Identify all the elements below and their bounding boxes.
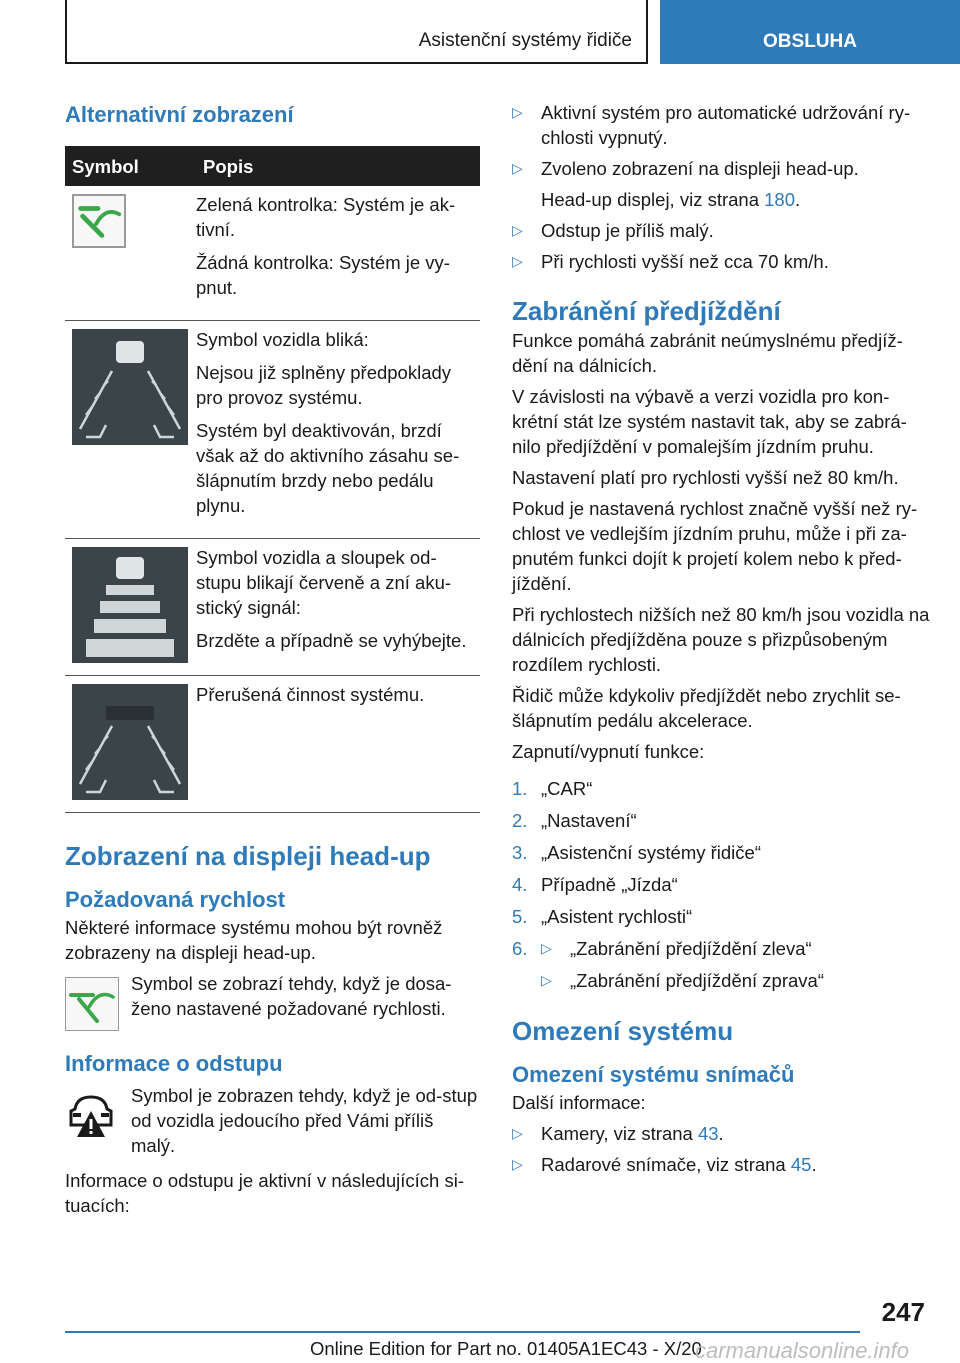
paragraph: Řidič může kdykoliv předjíždět nebo zrychlit se-šlápnutím pedálu akcelerace.: [512, 685, 901, 731]
page-link[interactable]: 43: [697, 1123, 719, 1144]
speed-icon-text: Symbol se zobrazí tehdy, když je dosa-ženo nastavené požadované rychlosti.: [131, 973, 452, 1019]
desc-line: Zelená kontrolka: Systém je ak-tivní.: [196, 194, 456, 240]
paragraph: Zapnutí/vypnutí funkce:: [512, 741, 705, 762]
desc-line: Přerušená činnost systému.: [196, 684, 425, 705]
desc-line: Symbol vozidla bliká:: [196, 329, 369, 350]
list-item: ▷ Při rychlosti vyšší než cca 70 km/h.: [512, 251, 829, 272]
desc-line: Žádná kontrolka: Systém je vy-pnut.: [196, 252, 450, 298]
list-item: ▷ Odstup je příliš malý.: [512, 220, 714, 241]
table-row: [65, 539, 480, 676]
footer-edition: Online Edition for Part no. 01405A1EC43 - X/20: [310, 1338, 702, 1359]
header-box: [65, 0, 648, 64]
desc-cell: [196, 321, 480, 539]
vehicle-lanes-thumbnail: [72, 329, 188, 445]
table-row: [65, 186, 480, 321]
footer-rule: [65, 1331, 860, 1333]
distance-icon-row: [65, 1083, 480, 1158]
symbol-cell: [65, 676, 196, 813]
speed-text: Některé informace systému mohou být rovněž zobrazeny na displeji head-up.: [65, 917, 443, 963]
col-desc-header: Popis: [196, 146, 480, 186]
list-item: ▷ Zvoleno zobrazení na displeji head-up.: [512, 158, 859, 179]
page-link[interactable]: 45: [790, 1154, 812, 1175]
list-item: ▷ „Zabránění předjíždění zprava“: [541, 970, 824, 991]
more-info-text: Další informace:: [512, 1092, 646, 1113]
symbol-cell: [65, 539, 196, 676]
paragraph: Pokud je nastavená rychlost značně vyšší než ry-chlost ve vedlejším jízdním pruhu, může i při za-pnutém funkci dojít k projetí kolem nebo k před-jíždění.: [512, 498, 918, 594]
distance-warning-icon: [65, 1089, 117, 1141]
paragraph: Nastavení platí pro rychlosti vyšší než 80 km/h.: [512, 467, 899, 488]
section-title: Asistenční systémy řidiče: [418, 30, 632, 51]
paragraph: Funkce pomáhá zabránit neúmyslnému předjíž-dění na dálnicích.: [512, 330, 903, 376]
conditions-list-2: [512, 218, 932, 274]
hud-heading: Zobrazení na displeji head-up: [65, 841, 431, 871]
distance-heading: Informace o odstupu: [65, 1051, 283, 1076]
watermark: carmanualsonline.info: [695, 1338, 910, 1363]
paragraph: Při rychlostech nižších než 80 km/h jsou vozidla na dálnicích předjížděna pouze s přizpůsobeným rozdílem rychlosti.: [512, 604, 930, 675]
symbol-table: [65, 146, 480, 813]
desc-line: Symbol vozidla a sloupek od-stupu blikají červeně a zní aku-stický signál:: [196, 547, 452, 618]
step-item: 1. „CAR“: [512, 778, 593, 799]
table-header: [65, 146, 480, 186]
chapter-tab: OBSLUHA: [660, 0, 960, 64]
col-symbol-header: Symbol: [65, 146, 196, 186]
lanes-only-thumbnail: [72, 684, 188, 800]
list-item: ▷ Aktivní systém pro automatické udržování ry-chlosti vypnutý.: [512, 102, 911, 148]
distance-icon-text: Symbol je zobrazen tehdy, když je od-stup od vozidla jedoucího před Vámi příliš malý.: [131, 1085, 478, 1156]
desc-line: Nejsou již splněny předpoklady pro provoz systému.: [196, 362, 452, 408]
list-item: ▷ Radarové snímače, viz strana 45.: [512, 1154, 817, 1175]
triangle-bullet-icon: ▷: [512, 1125, 523, 1141]
list-item: ▷ Kamery, viz strana 43.: [512, 1123, 724, 1144]
symbol-cell: [65, 321, 196, 539]
desc-line: Systém byl deaktivován, brzdí však až do aktivního zásahu se-šlápnutím brzdy nebo pedálu plynu.: [196, 420, 460, 516]
desired-speed-icon: [65, 977, 119, 1031]
triangle-bullet-icon: ▷: [512, 222, 523, 238]
step6-options: [541, 936, 932, 993]
distance-text: Informace o odstupu je aktivní v následujících si-tuacích:: [65, 1170, 464, 1216]
step-item: 5. „Asistent rychlosti“: [512, 906, 693, 927]
alt-display-heading: Alternativní zobrazení: [65, 102, 294, 127]
vehicle-distance-bars-thumbnail: [72, 547, 188, 663]
desc-line: Brzděte a případně se vyhýbejte.: [196, 630, 467, 651]
steps-list: [512, 776, 932, 993]
speed-icon-row: [65, 971, 480, 1031]
limits-heading: Omezení systému: [512, 1016, 734, 1046]
triangle-bullet-icon: ▷: [541, 972, 552, 988]
step-item: 2. „Nastavení“: [512, 810, 637, 831]
right-column: [512, 100, 932, 1183]
table-row: [65, 321, 480, 539]
headup-ref: Head-up displej, viz strana 180.: [541, 189, 801, 210]
list-item: ▷ „Zabránění předjíždění zleva“: [541, 938, 812, 959]
conditions-list: [512, 100, 932, 181]
triangle-bullet-icon: ▷: [512, 104, 523, 120]
steering-arc-green-icon: [72, 194, 126, 248]
page-number: 247: [881, 1297, 925, 1327]
step-item: 6. ▷ „Zabránění předjíždění zleva“ ▷ „Zabránění předjíždění zprava“: [512, 936, 932, 993]
symbol-cell: [65, 186, 196, 321]
left-column: [65, 100, 480, 1224]
speed-heading: Požadovaná rychlost: [65, 887, 286, 912]
triangle-bullet-icon: ▷: [512, 160, 523, 176]
triangle-bullet-icon: ▷: [541, 940, 552, 956]
desc-cell: [196, 186, 480, 321]
page-link[interactable]: 180: [764, 189, 796, 210]
triangle-bullet-icon: ▷: [512, 253, 523, 269]
overtake-heading: Zabránění předjíždění: [512, 296, 781, 326]
triangle-bullet-icon: ▷: [512, 1156, 523, 1172]
table-row: [65, 676, 480, 813]
step-item: 3. „Asistenční systémy řidiče“: [512, 842, 761, 863]
paragraph: V závislosti na výbavě a verzi vozidla pro kon-krétní stát lze systém nastavit tak, aby se zabrá-nilo předjíždění v pomalejším jízdním pruhu.: [512, 386, 907, 457]
desc-cell: [196, 676, 480, 813]
sensor-limits-heading: Omezení systému snímačů: [512, 1062, 795, 1087]
desc-cell: [196, 539, 480, 676]
refs-list: [512, 1121, 932, 1177]
step-item: 4. Případně „Jízda“: [512, 874, 678, 895]
